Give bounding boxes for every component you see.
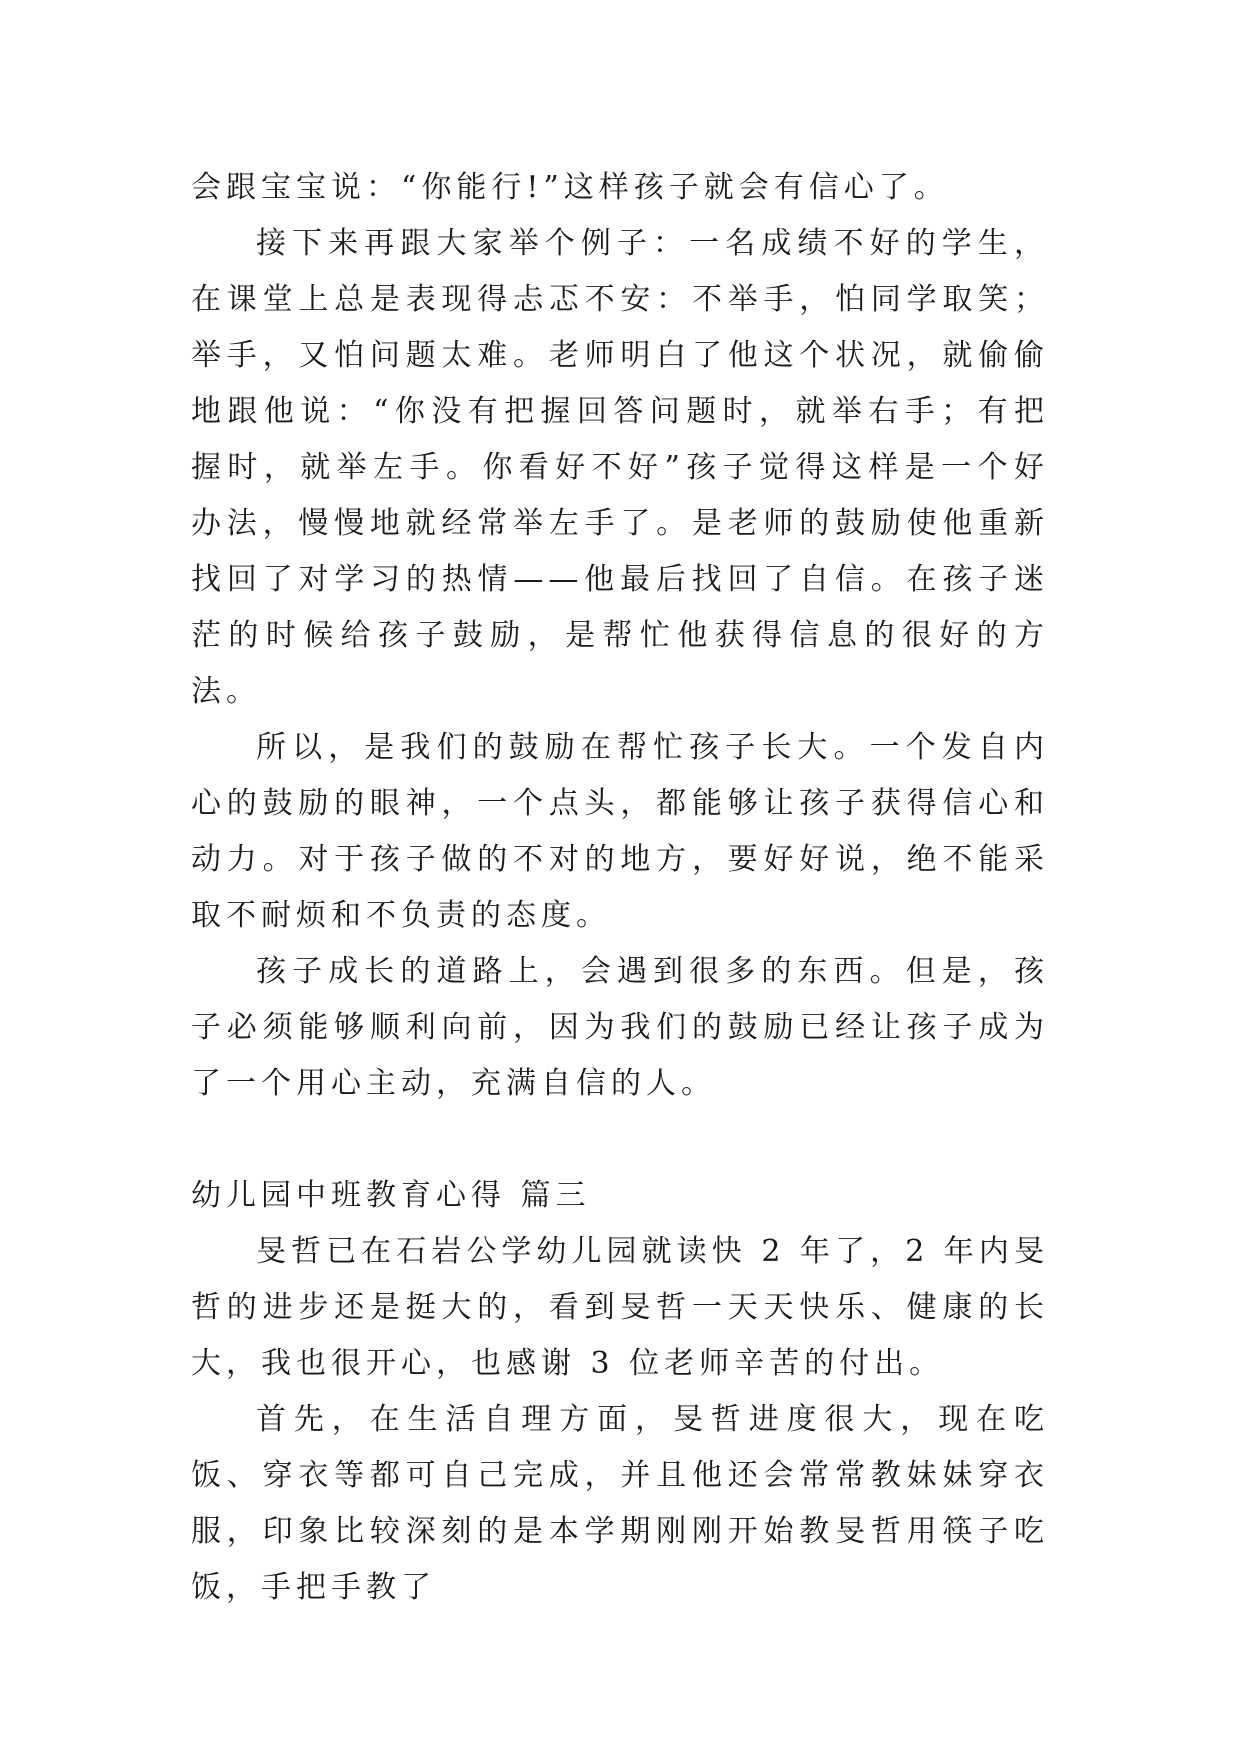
section-heading: 幼儿园中班教育心得 篇三 xyxy=(191,1178,591,1213)
paragraph: 孩子成长的道路上，会遇到很多的东西。但是，孩子必须能够顺利向前，因为我们的鼓励已经让孩子成为了一个用心主动，充满自信的人。 xyxy=(191,954,1049,1101)
document-body xyxy=(191,160,1049,1616)
paragraph: 旻哲已在石岩公学幼儿园就读快 2 年了，2 年内旻哲的进步还是挺大的，看到旻哲一天天快乐、健康的长大，我也很开心，也感谢 3 位老师辛苦的付出。 xyxy=(191,1234,1049,1381)
paragraph: 接下来再跟大家举个例子：一名成绩不好的学生，在课堂上总是表现得忐忑不安：不举手，怕同学取笑；举手，又怕问题太难。老师明白了他这个状况，就偷偷地跟他说：“你没有把握回答问题时，就举右手；有把握时，就举左手。你看好不好”孩子觉得这样是一个好办法，慢慢地就经常举左手了。是老师的鼓励使他重新找回了对学习的热情——他最后找回了自信。在孩子迷茫的时候给孩子鼓励，是帮忙他获得信息的很好的方法。 xyxy=(191,226,1049,709)
paragraph: 所以，是我们的鼓励在帮忙孩子长大。一个发自内心的鼓励的眼神，一个点头，都能够让孩子获得信心和动力。对于孩子做的不对的地方，要好好说，绝不能采取不耐烦和不负责的态度。 xyxy=(191,730,1049,933)
paragraph: 首先，在生活自理方面，旻哲进度很大，现在吃饭、穿衣等都可自己完成，并且他还会常常教妹妹穿衣服，印象比较深刻的是本学期刚刚开始教旻哲用筷子吃饭，手把手教了 xyxy=(191,1402,1049,1605)
paragraph-continuation: 会跟宝宝说：“你能行!”这样孩子就会有信心了。 xyxy=(191,170,949,205)
